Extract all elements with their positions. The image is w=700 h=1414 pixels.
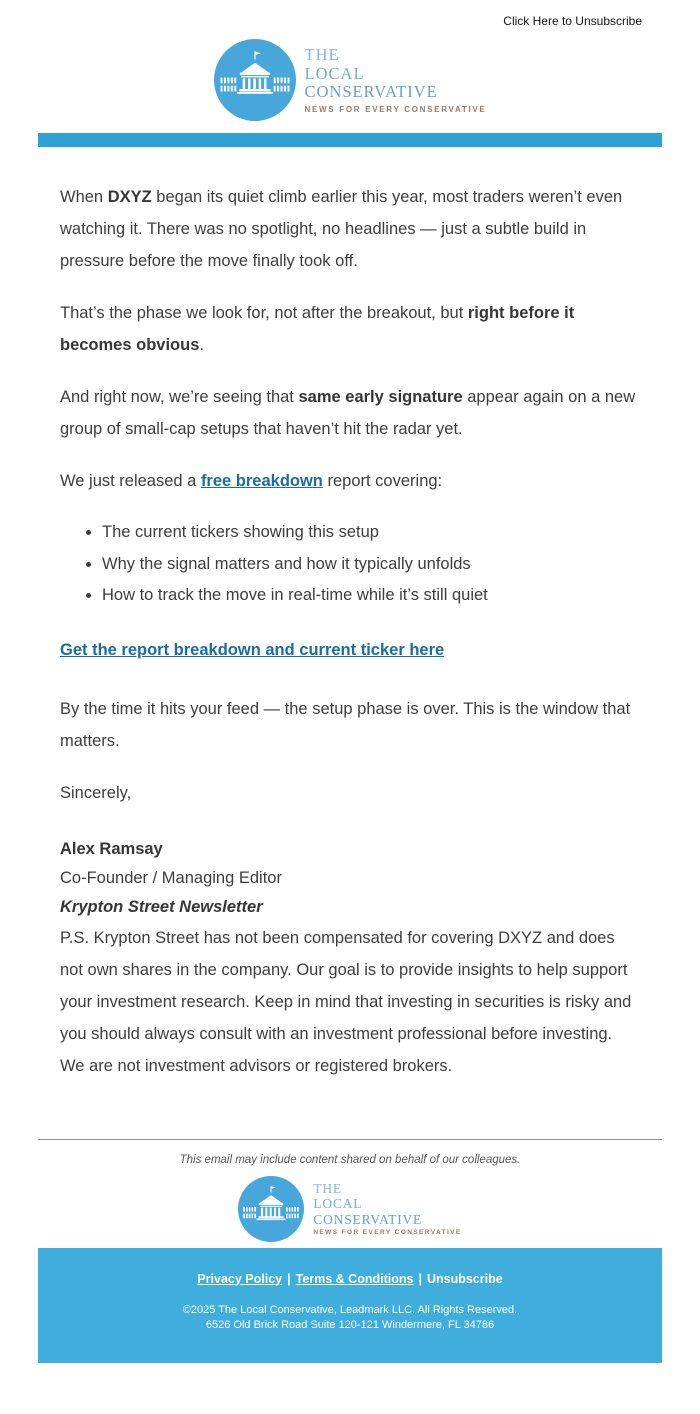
report-bullet-list xyxy=(60,517,640,612)
p1-pre: When xyxy=(60,188,108,206)
footer-link-separator: | xyxy=(287,1271,291,1286)
p1-post: began its quiet climb earlier this year, most traders weren’t even watching it. There was no spotlight, no headlines — just a subtle build in pressure before the move finally took off. xyxy=(60,188,623,270)
email-body xyxy=(38,0,662,1414)
header-unsubscribe-row xyxy=(38,0,662,30)
brand-logo-top[interactable] xyxy=(38,36,662,124)
privacy-policy-link[interactable]: Privacy Policy xyxy=(197,1271,283,1286)
paragraph-report xyxy=(60,465,640,497)
logo-line-conservative: CONSERVATIVE xyxy=(304,82,438,102)
paragraph-intro xyxy=(60,181,640,277)
cta-row xyxy=(60,634,640,666)
p3-post: appear again on a new group of small-cap setups that haven’t hit the radar yet. xyxy=(60,388,636,438)
footer-divider-line xyxy=(38,1139,662,1140)
p4-pre: We just released a xyxy=(60,472,201,490)
logo-line-local: LOCAL xyxy=(313,1196,363,1212)
logo-line-the: THE xyxy=(313,1180,342,1196)
list-item: • Why the signal matters and how it typically unfolds xyxy=(102,549,640,581)
logo-line-the: THE xyxy=(304,45,340,65)
address-line: 6526 Old Brick Road Suite 120-121 Windermere, FL 34786 xyxy=(205,1318,495,1331)
p4-post: report covering: xyxy=(322,472,443,490)
copyright-line: ©2025 The Local Conservative, Leadmark LLC. All Rights Reserved. xyxy=(182,1303,518,1316)
p1-ticker: DXYZ xyxy=(107,188,152,206)
signature-title: Co-Founder / Managing Editor xyxy=(60,868,282,887)
p2-post: . xyxy=(199,336,204,354)
footer-link-separator: | xyxy=(418,1271,422,1286)
logo-tagline: NEWS FOR EVERY CONSERVATIVE xyxy=(304,104,487,114)
email-footer xyxy=(38,1248,662,1363)
brand-logo-bottom[interactable] xyxy=(38,1170,662,1248)
paragraph-phase xyxy=(60,297,640,361)
p3-bold: same early signature xyxy=(298,388,463,406)
ps-disclaimer: P.S. Krypton Street has not been compensated for covering DXYZ and does not own shares in the company. Our goal is to provide insights to help support your investment research. Keep in mind that investing in securities is risky and you should always consult with an investment professional before investing. We are not investment advisors or registered brokers. xyxy=(60,928,632,1075)
unsubscribe-top-link[interactable]: Click Here to Unsubscribe xyxy=(503,14,642,28)
footer-links-row xyxy=(58,1272,642,1286)
closing-text: Sincerely, xyxy=(60,783,132,802)
p2-pre: That’s the phase we look for, not after the breakout, but xyxy=(60,304,468,322)
signature-name: Alex Ramsay xyxy=(60,839,163,858)
brand-logo-text xyxy=(313,1181,461,1237)
email-content xyxy=(38,147,662,1082)
logo-tagline: NEWS FOR EVERY CONSERVATIVE xyxy=(313,1229,462,1237)
whitehouse-icon xyxy=(238,1176,304,1242)
logo-line-local: LOCAL xyxy=(304,63,365,83)
colleague-note: This email may include content shared on behalf of our colleagues. xyxy=(179,1153,521,1166)
brand-logo-text xyxy=(305,46,487,114)
signature-org: Krypton Street Newsletter xyxy=(60,897,263,916)
list-item: • The current tickers showing this setup xyxy=(102,517,640,549)
footer-copyright xyxy=(58,1303,642,1333)
free-breakdown-link[interactable]: free breakdown xyxy=(200,472,323,490)
paragraph-window: By the time it hits your feed — the setup phase is over. This is the window that matters. xyxy=(60,699,631,750)
unsubscribe-footer-link[interactable]: Unsubscribe xyxy=(426,1271,503,1286)
list-item: • How to track the move in real-time while it’s still quiet xyxy=(102,580,640,612)
paragraph-signature-setup xyxy=(60,381,640,445)
p3-pre: And right now, we’re seeing that xyxy=(60,388,299,406)
whitehouse-icon xyxy=(214,39,296,121)
header-divider-bar xyxy=(38,133,662,147)
signature-block xyxy=(60,835,640,922)
p2-bold: right before it becomes obvious xyxy=(60,304,575,354)
get-report-link[interactable]: Get the report breakdown and current ticker here xyxy=(60,640,445,659)
terms-conditions-link[interactable]: Terms & Conditions xyxy=(295,1271,414,1286)
logo-line-conservative: CONSERVATIVE xyxy=(313,1211,423,1227)
